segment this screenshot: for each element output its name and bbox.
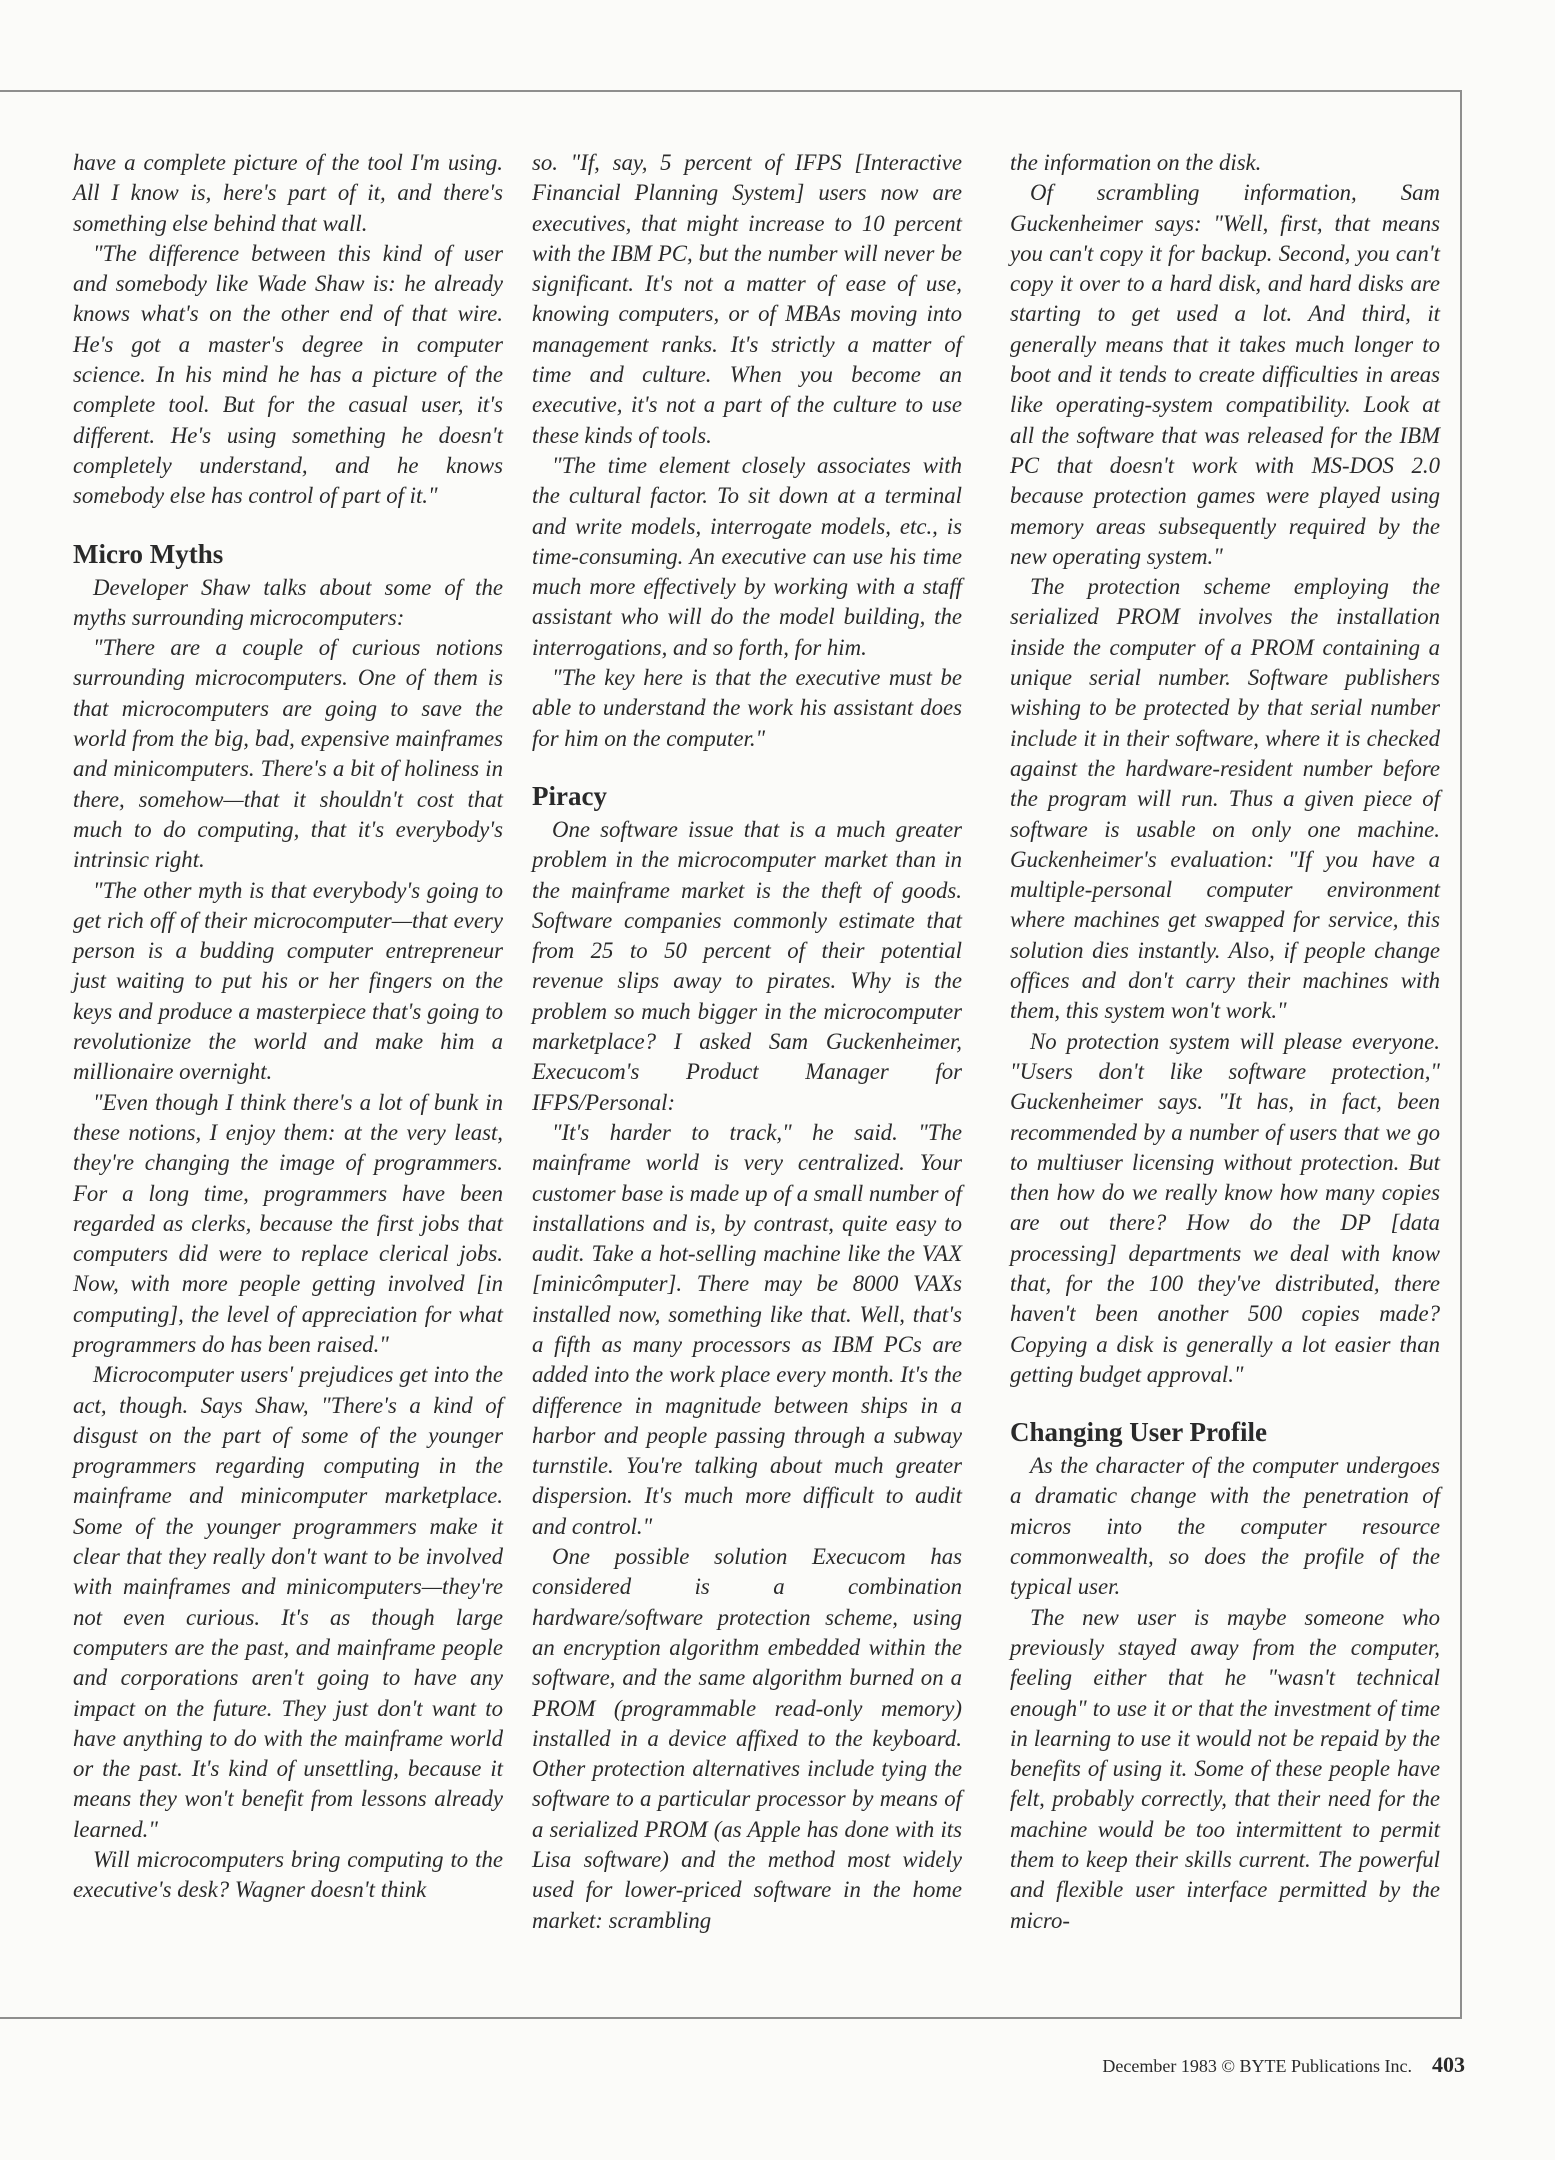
paragraph: have a complete picture of the tool I'm using. All I know is, here's part of it, and there's something else behind that wall. xyxy=(73,150,503,236)
paragraph: One software issue that is a much greater problem in the microcomputer market than in the mainframe market is the theft of goods. Software companies commonly estimate that from 25 to 50 percent of their potential revenue slips away to pirates. Why is the problem so much bigger in the microcomputer marketplace? I asked Sam Guckenheimer, Execucom's Product Manager for IFPS/Personal: xyxy=(532,816,962,1115)
footer-date-credit: December 1983 © BYTE Publications Inc. xyxy=(1102,2056,1412,2076)
section-heading: Changing User Profile xyxy=(1010,1417,1268,1448)
article-column-2 xyxy=(532,148,962,1936)
article-column-3 xyxy=(1010,148,1440,1936)
paragraph: Developer Shaw talks about some of the myths surrounding microcomputers: xyxy=(73,574,503,630)
paragraph: the information on the disk. xyxy=(1010,150,1262,175)
paragraph: The new user is maybe someone who previously stayed away from the computer, feeling either that he "wasn't technical enough" to use it or that the investment of time in learning to use it would not be repaid by the benefits of using it. Some of these people have felt, probably correctly, that their need for the machine would be too intermittent to permit them to keep their skills current. The powerful and flexible user interface permitted by the micro- xyxy=(1010,1604,1440,1933)
paragraph: "The difference between this kind of user and somebody like Wade Shaw is: he already knows what's on the other end of that wire. He's got a master's degree in computer science. In his mind he has a picture of the complete tool. But for the casual user, it's different. He's using something he doesn't completely understand, and he knows somebody else has control of part of it." xyxy=(73,240,503,509)
paragraph: "The key here is that the executive must be able to understand the work his assistant does for him on the computer." xyxy=(532,665,962,751)
paragraph: The protection scheme employing the serialized PROM involves the installation inside the computer of a PROM containing a unique serial number. Software publishers wishing to be protected by that serial number include it in their software, where it is checked against the hardware-resident number before the program will run. Thus a given piece of software is usable on only one machine. Guckenheimer's evaluation: "If you have a multiple-personal computer environment where machines get swapped for service, this solution dies instantly. Also, if people change offices and don't carry their machines with them, this system won't work." xyxy=(1010,574,1440,1024)
page-number: 403 xyxy=(1432,2052,1465,2077)
paragraph: "It's harder to track," he said. "The mainframe world is very centralized. Your customer base is made up of a small number of installations and is, by contrast, quite easy to audit. Take a hot-selling machine like the VAX [minicômputer]. There may be 8000 VAXs installed now, something like that. Well, that's a fifth as many processors as IBM PCs are added into the work place every month. It's the difference in magnitude between ships in a harbor and people passing through a subway turnstile. You're talking about much greater dispersion. It's much more difficult to audit and control." xyxy=(532,1119,962,1539)
section-heading: Micro Myths xyxy=(73,538,224,569)
paragraph: Of scrambling information, Sam Guckenheimer says: "Well, first, that means you can't copy it for backup. Second, you can't copy it over to a hard disk, and hard disks are starting to get used a lot. And third, it generally means that it takes much longer to boot and it tends to create difficulties in areas like operating-system compatibility. Look at all the software that was released for the IBM PC that doesn't work with MS-DOS 2.0 because protection games were played using memory areas subsequently required by the new operating system." xyxy=(1010,180,1440,569)
paragraph: "Even though I think there's a lot of bunk in these notions, I enjoy them: at the very least, they're changing the image of programmers. For a long time, programmers have been regarded as clerks, because the first jobs that computers did were to replace clerical jobs. Now, with more people getting involved [in computing], the level of appreciation for what programmers do has been raised." xyxy=(73,1089,503,1357)
paragraph: One possible solution Execucom has considered is a combination hardware/software protection scheme, using an encryption algorithm embedded within the software, and the same algorithm burned on a PROM (programmable read-only memory) installed in a device affixed to the keyboard. Other protection alternatives include tying the software to a particular processor by means of a serialized PROM (as Apple has done with its Lisa software) and the method most widely used for lower-priced software in the home market: scrambling xyxy=(532,1544,962,1933)
paragraph: "The other myth is that everybody's going to get rich off of their microcomputer—that every person is a budding computer entrepreneur just waiting to put his or her fingers on the keys and produce a masterpiece that's going to revolutionize the world and make him a millionaire overnight. xyxy=(73,877,503,1085)
section-heading: Piracy xyxy=(532,780,607,811)
paragraph: "The time element closely associates with the cultural factor. To sit down at a terminal and write models, interrogate models, etc., is time-consuming. An executive can use his time much more effectively by working with a staff assistant who will do the model building, the interrogations, and so forth, for him. xyxy=(532,452,962,660)
paragraph: As the character of the computer undergoes a dramatic change with the penetration of micros into the computer resource commonwealth, so does the profile of the typical user. xyxy=(1010,1453,1440,1600)
paragraph: Microcomputer users' prejudices get into the act, though. Says Shaw, "There's a kind of disgust on the part of some of the younger programmers regarding computing in the mainframe and minicomputer marketplace. Some of the younger programmers make it clear that they really don't want to be involved with mainframes and minicomputers—they're not even curious. It's as though large computers are the past, and mainframe people and corporations aren't going to have any impact on the future. They just don't want to have anything to do with the mainframe world or the past. It's kind of unsettling, because it means they won't benefit from lessons already learned." xyxy=(73,1362,503,1842)
paragraph: No protection system will please everyone. "Users don't like software protection," Guckenheimer says. "It has, in fact, been recommended by a number of users that we go to multiuser licensing without protection. But then how do we really know how many copies are out there? How do the DP [data processing] departments we deal with know that, for the 100 they've distributed, there haven't been another 500 copies made? Copying a disk is generally a lot easier than getting budget approval." xyxy=(1010,1028,1440,1387)
page-footer xyxy=(1102,2053,1465,2078)
article-column-1 xyxy=(73,148,503,1906)
paragraph: Will microcomputers bring computing to the executive's desk? Wagner doesn't think xyxy=(73,1847,503,1903)
paragraph: so. "If, say, 5 percent of IFPS [Interactive Financial Planning System] users now are executives, that might increase to 10 percent with the IBM PC, but the number will never be significant. It's not a matter of ease of use, knowing computers, or of MBAs moving into management ranks. It's strictly a matter of time and culture. When you become an executive, it's not a part of the culture to use these kinds of tools. xyxy=(532,150,962,448)
paragraph: "There are a couple of curious notions surrounding microcomputers. One of them is that microcomputers are going to save the world from the big, bad, expensive mainframes and minicomputers. There's a bit of holiness in there, somehow—that it shouldn't cost that much to do computing, that it's everybody's intrinsic right. xyxy=(73,635,503,873)
